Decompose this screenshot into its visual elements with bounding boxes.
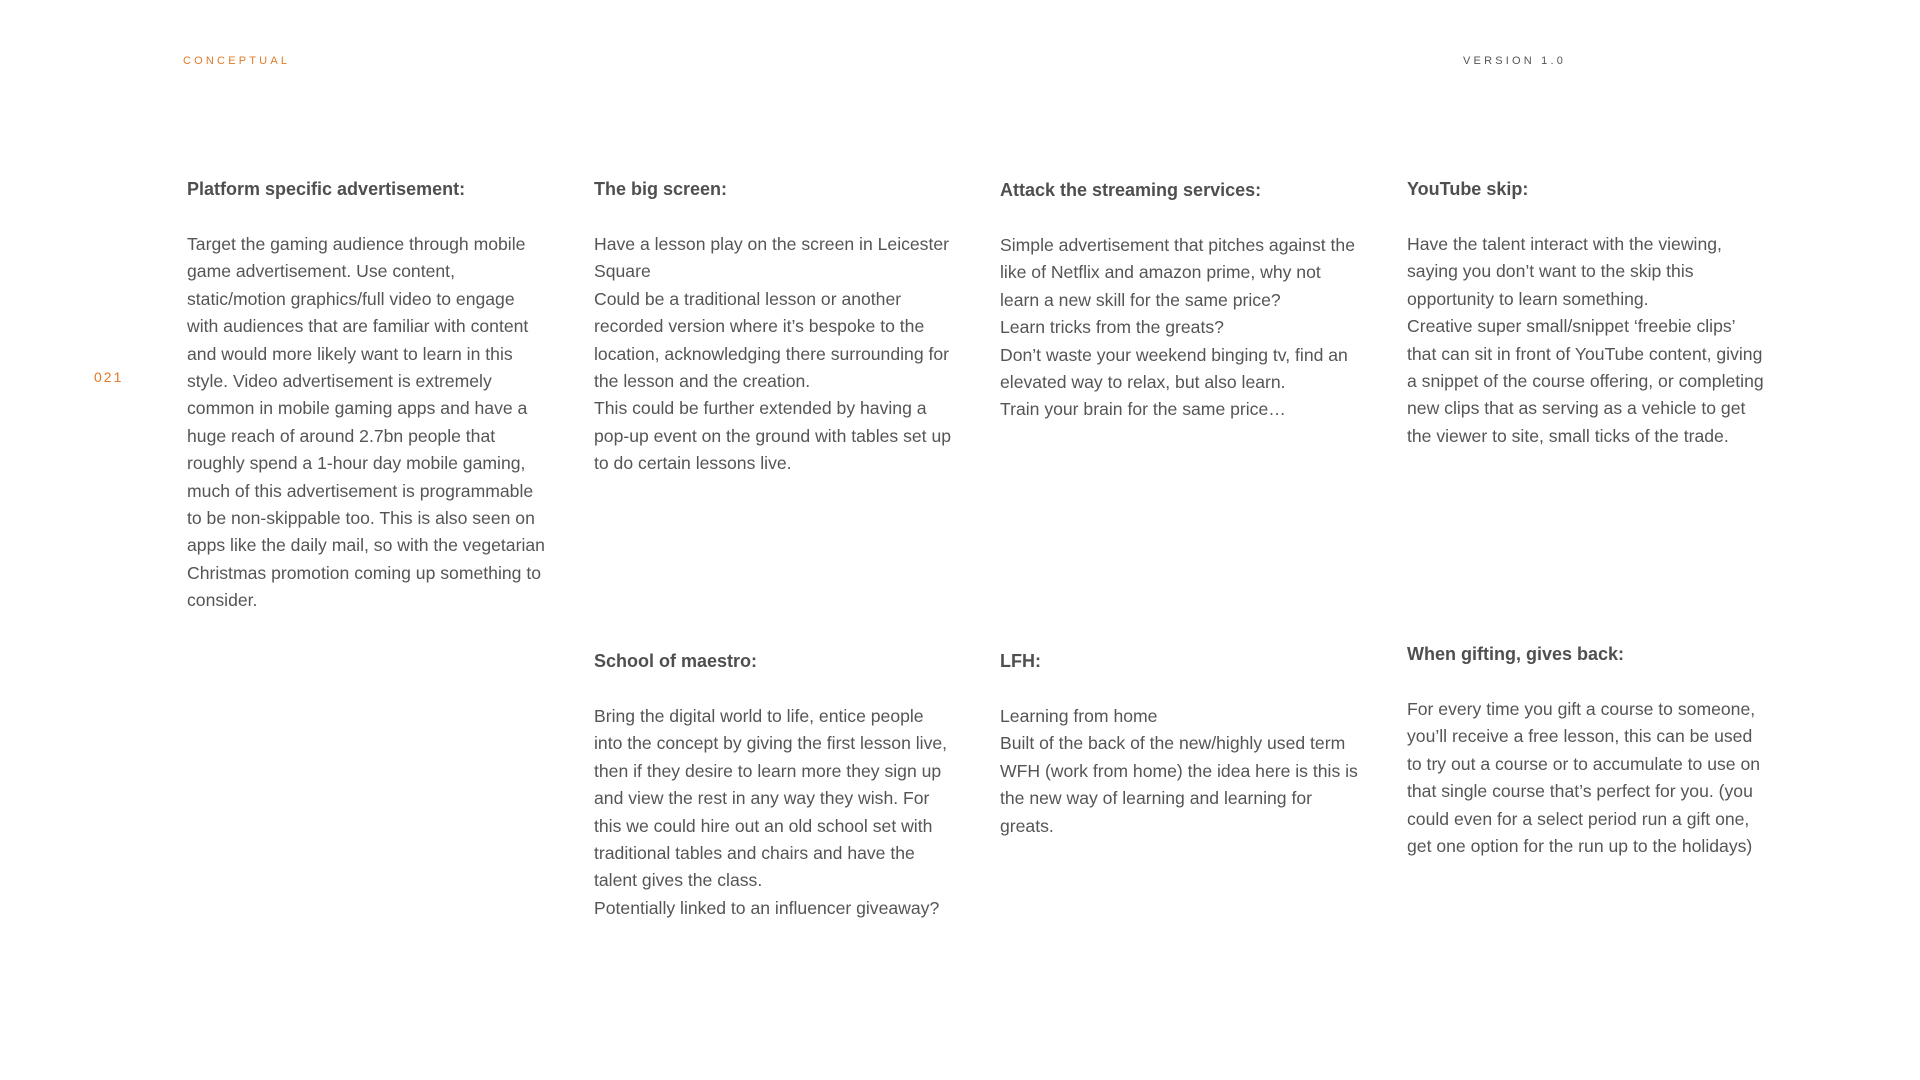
concept-body: Simple advertisement that pitches against the like of Netflix and amazon prime, why not learn a new skill for the same price? Learn tricks from the greats? Don’t waste your weekend binging tv, find an elevated way to relax, but also learn. Train your brain for the same price… <box>1000 235 1356 420</box>
section-label: CONCEPTUAL <box>183 55 291 67</box>
concept-block-gifting <box>1407 641 1767 860</box>
concept-title: When gifting, gives back: <box>1407 644 1625 664</box>
concept-body: For every time you gift a course to someone, you’ll receive a free lesson, this can be used to try out a course or to accumulate to use on that single course that’s perfect for you. (you could even for a select period run a gift one, get one option for the run up to the holidays) <box>1407 699 1761 857</box>
concept-block-streaming-services <box>1000 177 1360 424</box>
concept-body: Target the gaming audience through mobile game advertisement. Use content, static/motion graphics/full video to engage with audiences that are familiar with content and would more likely want to learn in this style. Video advertisement is extremely common in mobile gaming apps and have a huge reach of around 2.7bn people that roughly spend a 1-hour day mobile gaming, much of this advertisement is programmable to be non-skippable too. This is also seen on apps like the daily mail, so with the vegetarian Christmas promotion coming up something to consider. <box>187 234 545 611</box>
concept-title: Platform specific advertisement: <box>187 179 466 199</box>
concept-block-youtube-skip <box>1407 176 1767 450</box>
concept-body: Have a lesson play on the screen in Leicester Square Could be a traditional lesson or another recorded version where it’s bespoke to the location, acknowledging there surrounding for the lesson and the creation. This could be further extended by having a pop-up event on the ground with tables set up to do certain lessons live. <box>594 234 952 474</box>
concept-title: School of maestro: <box>594 651 758 671</box>
version-label: VERSION 1.0 <box>1463 55 1567 67</box>
concept-title: The big screen: <box>594 179 728 199</box>
concept-block-big-screen <box>594 176 954 478</box>
concept-block-school-of-maestro <box>594 648 954 922</box>
concept-title: Attack the streaming services: <box>1000 180 1262 200</box>
page-number: 021 <box>94 369 124 385</box>
concept-body: Have the talent interact with the viewing, saying you don’t want to the skip this opportunity to learn something. Creative super small/snippet ‘freebie clips’ that can sit in front of YouTube content, giving a snippet of the course offering, or completing new clips that as serving as a vehicle to get the viewer to site, small ticks of the trade. <box>1407 234 1764 446</box>
concept-block-platform-advertisement <box>187 176 547 615</box>
concept-body: Bring the digital world to life, entice people into the concept by giving the first lesson live, then if they desire to learn more they sign up and view the rest in any way they wish. For this we could hire out an old school set with traditional tables and chairs and have the talent gives the class. Potentially linked to an influencer giveaway? <box>594 706 948 918</box>
concept-title: LFH: <box>1000 651 1041 671</box>
concept-title: YouTube skip: <box>1407 179 1529 199</box>
concept-body: Learning from home Built of the back of the new/highly used term WFH (work from home) the idea here is this is the new way of learning and learning for greats. <box>1000 706 1358 836</box>
concept-block-lfh <box>1000 648 1360 840</box>
